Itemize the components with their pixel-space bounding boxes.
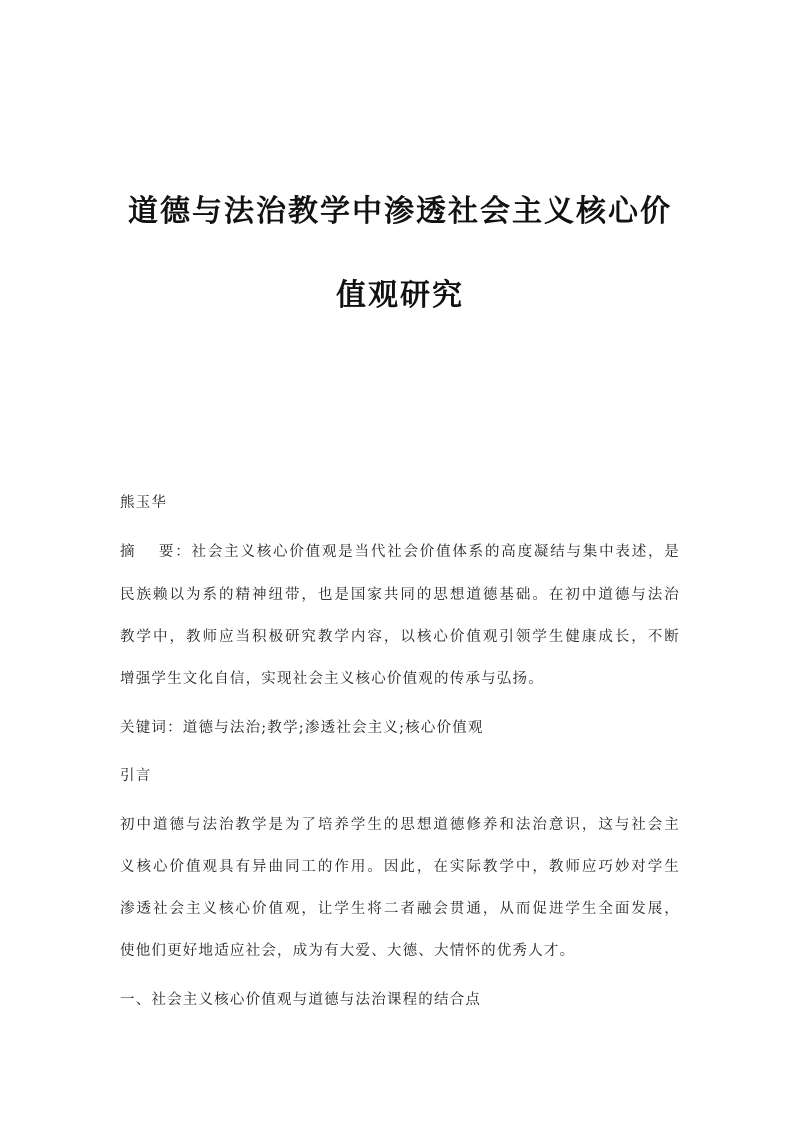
section-1-heading: 一、社会主义核心价值观与道德与法治课程的结合点 — [120, 992, 482, 1008]
abstract-label-2: 要： — [158, 544, 192, 560]
intro-heading: 引言 — [120, 768, 152, 784]
intro-line-3: 渗透社会主义核心价值观，让学生将二者融会贯通，从而促进学生全面发展， — [120, 901, 680, 917]
abstract-line-2: 民族赖以为系的精神纽带，也是国家共同的思想道德基础。在初中道德与法治 — [120, 587, 680, 603]
intro-line-1: 初中道德与法治教学是为了培养学生的思想道德修养和法治意识，这与社会主 — [120, 817, 680, 833]
intro-line-4: 使他们更好地适应社会，成为有大爱、大德、大情怀的优秀人才。 — [120, 943, 576, 959]
keywords: 关键词：道德与法治;教学;渗透社会主义;核心价值观 — [120, 720, 484, 736]
title-line-2: 值观研究 — [336, 278, 464, 313]
intro-line-2: 义核心价值观具有异曲同工的作用。因此，在实际教学中，教师应巧妙对学生 — [120, 859, 680, 875]
title-line-1: 道德与法治教学中渗透社会主义核心价 — [128, 194, 672, 229]
abstract-label-1: 摘 — [120, 544, 137, 560]
abstract-line-4: 增强学生文化自信，实现社会主义核心价值观的传承与弘扬。 — [120, 671, 544, 687]
abstract-line-1 — [120, 540, 680, 564]
author: 熊玉华 — [120, 495, 168, 511]
abstract-line-3: 教学中，教师应当积极研究教学内容，以核心价值观引领学生健康成长，不断 — [120, 629, 680, 645]
abstract-text-1: 社会主义核心价值观是当代社会价值体系的高度凝结与集中表述，是 — [191, 544, 681, 560]
